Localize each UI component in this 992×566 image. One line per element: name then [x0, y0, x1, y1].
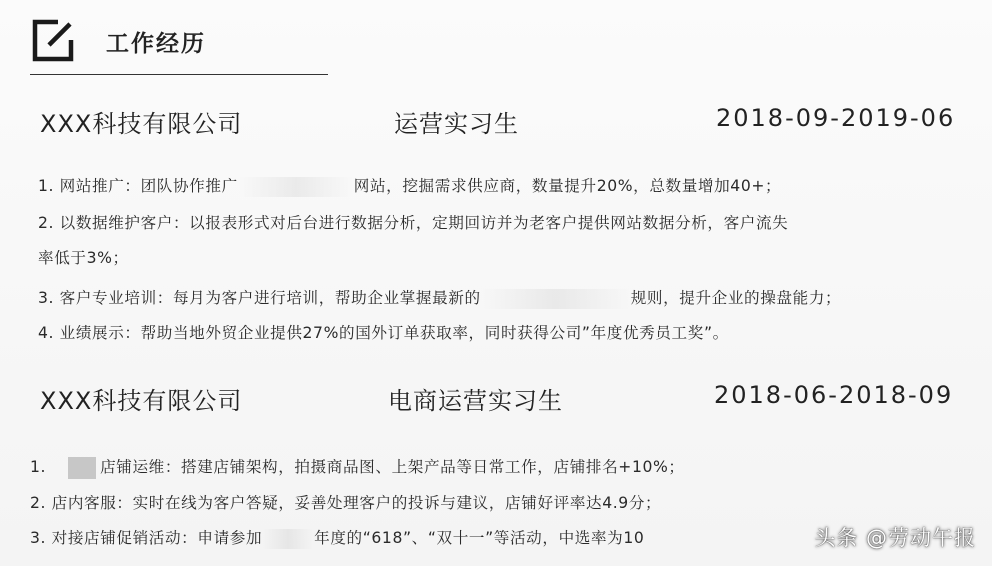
- section-title: 工作经历: [106, 30, 206, 57]
- duty-item: [38, 211, 788, 233]
- section-header: [30, 18, 206, 64]
- redacted-block: [68, 457, 96, 479]
- job-header: [0, 104, 992, 138]
- watermark: 头条 @劳动午报: [814, 526, 976, 550]
- duty-text: 2. 店内客服：实时在线为客户答疑，妥善处理客户的投诉与建议，店铺好评率达4.9分；: [30, 494, 662, 512]
- job-period: 2018-06-2018-09: [714, 381, 954, 409]
- header-divider: [30, 74, 328, 75]
- duty-text: 率低于3%；: [38, 249, 129, 267]
- company-name: XXX科技有限公司: [40, 110, 243, 138]
- job-period: 2018-09-2019-06: [716, 104, 956, 132]
- job-header: [0, 381, 992, 415]
- duty-text: 3. 对接店铺促销活动：申请参加: [30, 529, 263, 547]
- duty-item: [30, 455, 685, 479]
- duty-item: [38, 174, 781, 197]
- duty-item: [38, 321, 729, 343]
- duty-text: 网站，挖掘需求供应商，数量提升20%，总数量增加40+；: [353, 177, 782, 195]
- duty-item: [30, 491, 661, 513]
- duty-text: 规则，提升企业的操盘能力；: [630, 289, 842, 307]
- duty-text: 店铺运维：搭建店铺架构，拍摄商品图、上架产品等日常工作，店铺排名+10%；: [100, 458, 685, 476]
- duty-text: 1. 网站推广：团队协作推广: [38, 177, 238, 195]
- duty-text: 3. 客户专业培训：每月为客户进行培训，帮助企业掌握最新的: [38, 289, 481, 307]
- redacted-block: [481, 289, 631, 309]
- redacted-block: [262, 529, 314, 549]
- company-name: XXX科技有限公司: [40, 387, 243, 415]
- job-role: 运营实习生: [394, 110, 519, 138]
- job-role: 电商运营实习生: [388, 387, 563, 415]
- edit-icon: [30, 18, 76, 64]
- duty-text: 4. 业绩展示：帮助当地外贸企业提供27%的国外订单获取率，同时获得公司”年度优秀员工奖”。: [38, 324, 729, 342]
- duty-text: 年度的“618”、“双十一”等活动，中选率为10: [314, 529, 645, 547]
- duty-item: [38, 246, 129, 268]
- duty-text: 1.: [30, 458, 47, 476]
- duty-item: [30, 526, 644, 549]
- redacted-block: [238, 177, 354, 197]
- duty-item: [38, 286, 841, 309]
- duty-text: 2. 以数据维护客户：以报表形式对后台进行数据分析，定期回访并为老客户提供网站数据分析，客户流失: [38, 214, 789, 232]
